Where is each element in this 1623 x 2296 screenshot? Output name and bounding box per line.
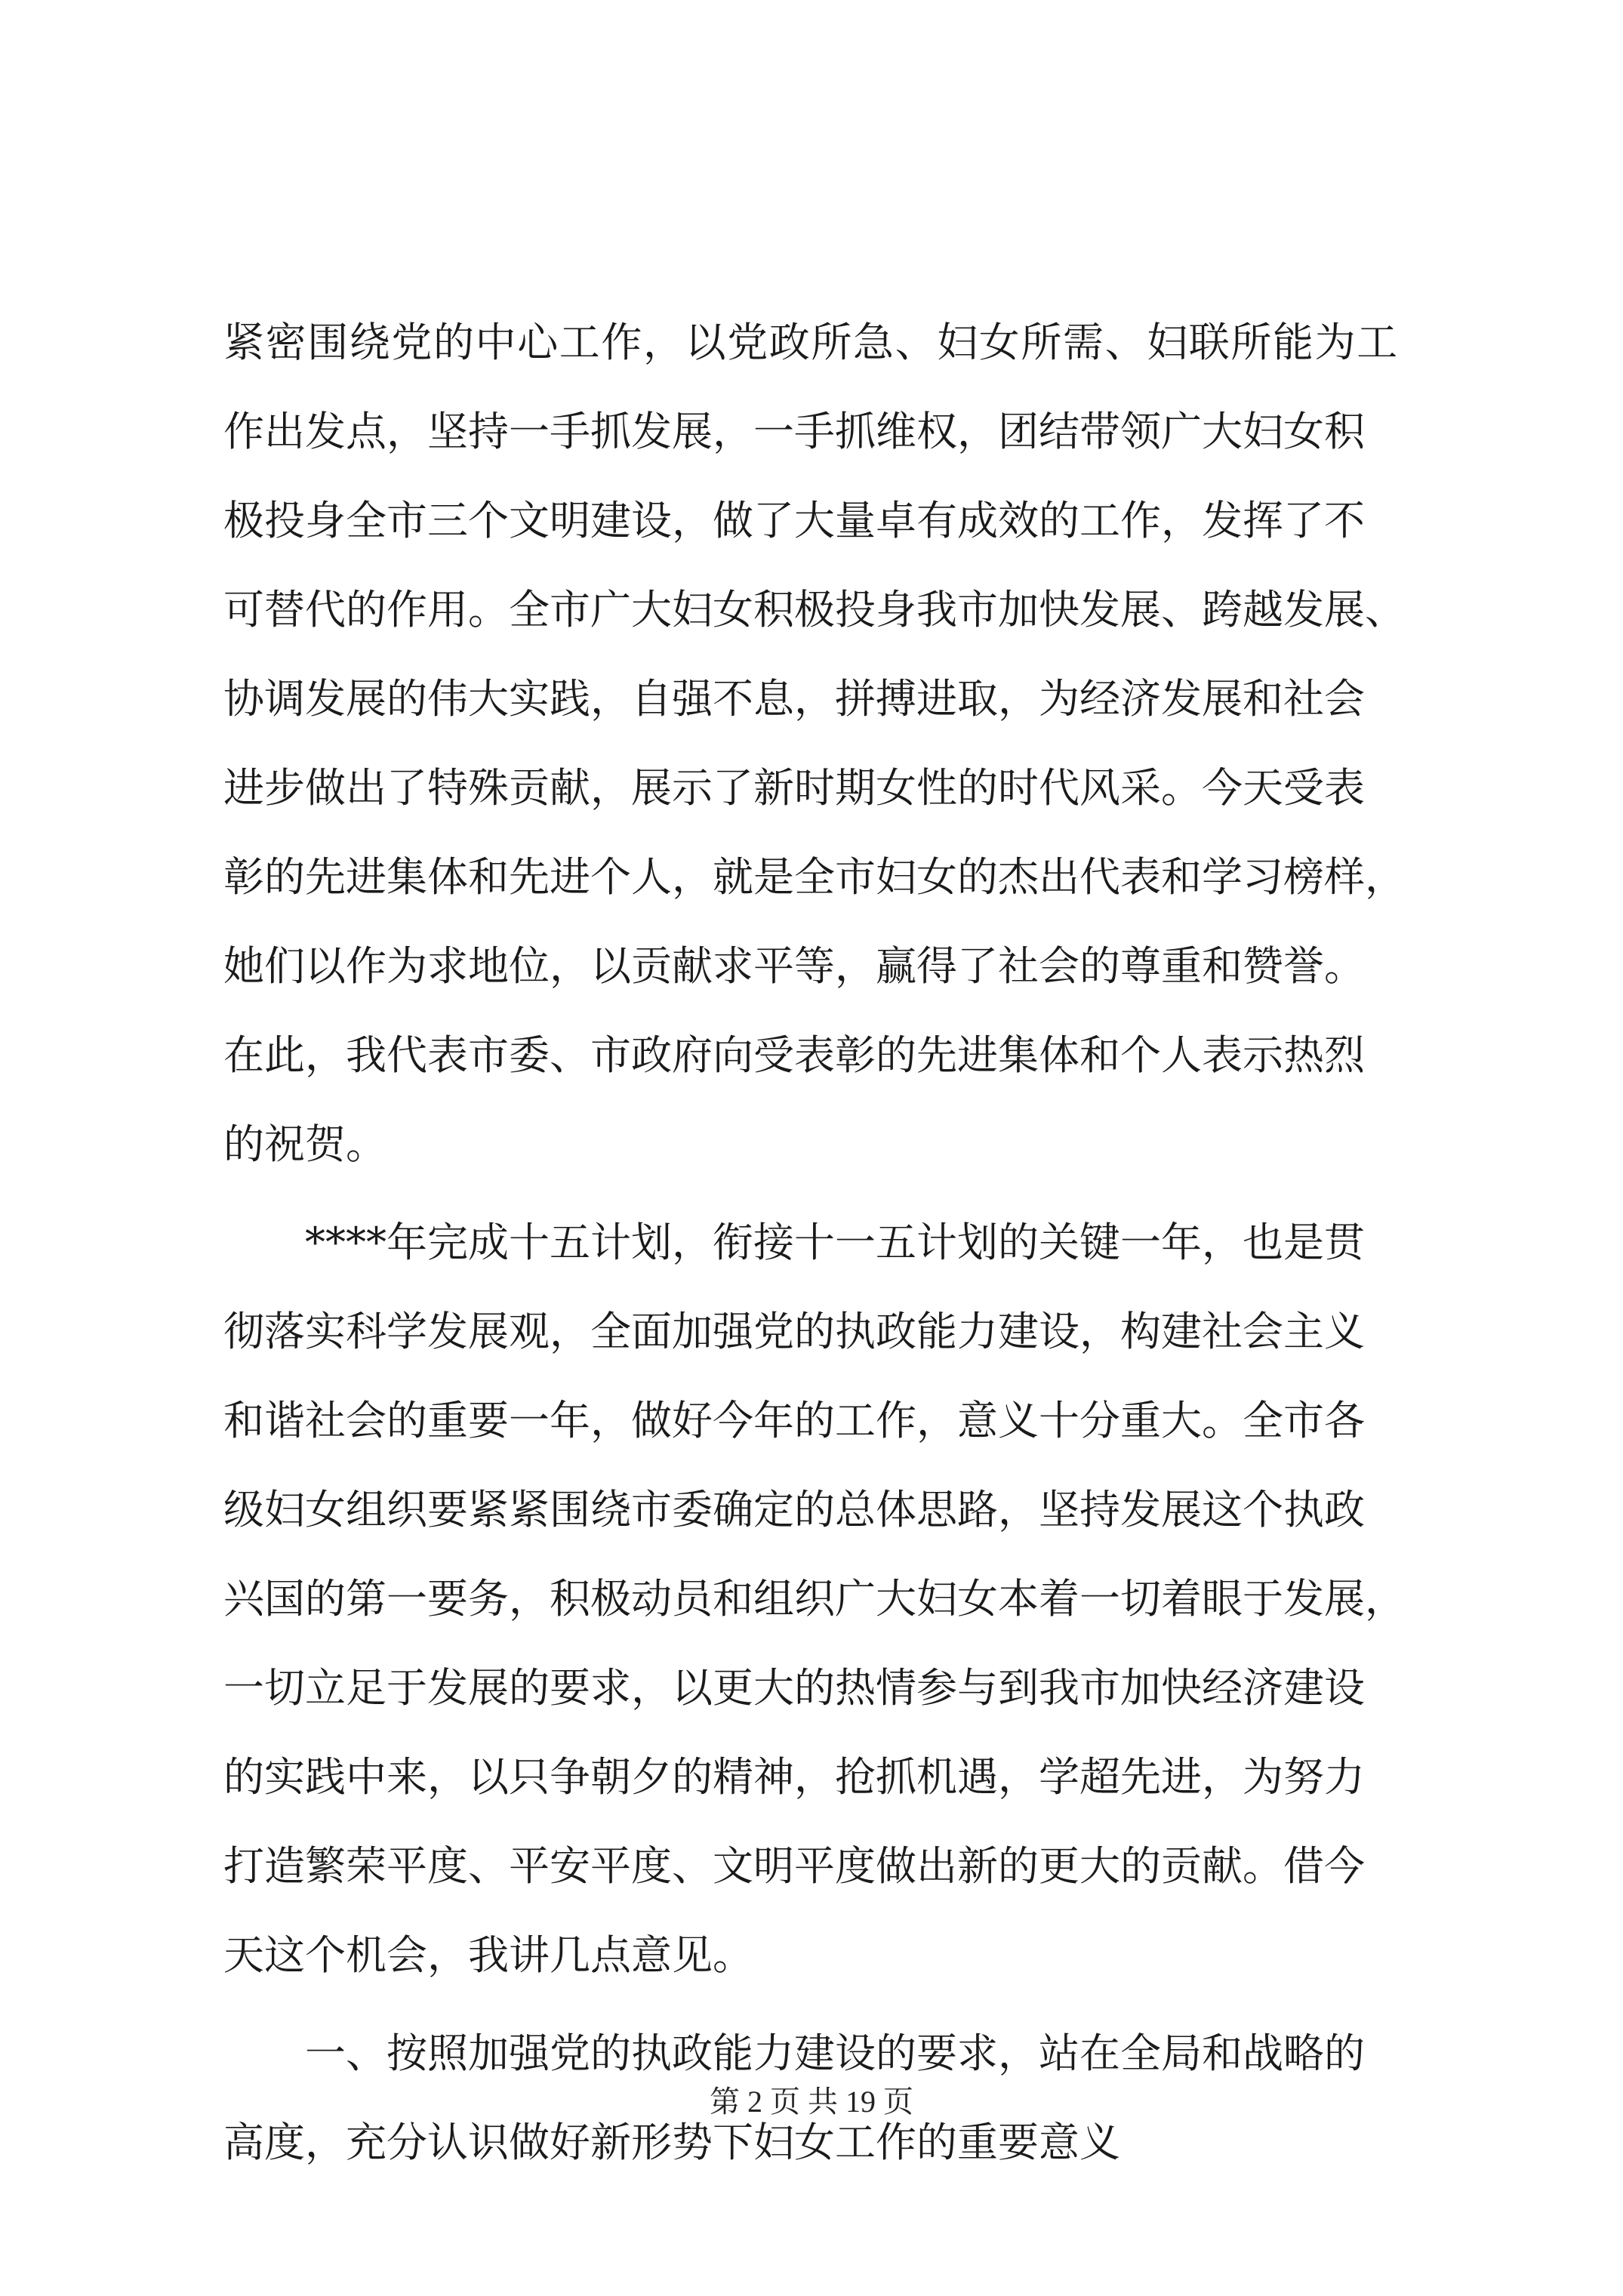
text-line: 可替代的作用。全市广大妇女积极投身我市加快发展、跨越发展、 bbox=[223, 586, 1406, 633]
text-line: 的祝贺。 bbox=[223, 1120, 387, 1168]
text-line: 天这个机会，我讲几点意见。 bbox=[223, 1931, 753, 1979]
text-line: 高度，充分认识做好新形势下妇女工作的重要意义 bbox=[223, 2119, 1120, 2166]
document-body bbox=[223, 298, 1406, 2187]
text-line: 彰的先进集体和先进个人，就是全市妇女的杰出代表和学习榜样， bbox=[223, 853, 1406, 901]
text-line: 在此，我代表市委、市政府向受表彰的先进集体和个人表示热烈 bbox=[223, 1031, 1365, 1079]
text-line: 进步做出了特殊贡献，展示了新时期女性的时代风采。今天受表 bbox=[223, 764, 1365, 812]
text-line: 紧密围绕党的中心工作，以党政所急、妇女所需、妇联所能为工 bbox=[223, 319, 1399, 366]
text-line: 的实践中来，以只争朝夕的精神，抢抓机遇，学超先进，为努力 bbox=[223, 1753, 1365, 1801]
text-line: 和谐社会的重要一年，做好今年的工作，意义十分重大。全市各 bbox=[223, 1397, 1365, 1444]
text-line: ****年完成十五计划，衔接十一五计划的关键一年，也是贯 bbox=[223, 1219, 1365, 1266]
paragraph-1 bbox=[223, 298, 1406, 1189]
text-line: 一、按照加强党的执政能力建设的要求，站在全局和战略的 bbox=[223, 2029, 1365, 2077]
text-line: 级妇女组织要紧紧围绕市委确定的总体思路，坚持发展这个执政 bbox=[223, 1486, 1365, 1533]
text-line: 协调发展的伟大实践，自强不息，拼搏进取，为经济发展和社会 bbox=[223, 675, 1365, 723]
paragraph-2 bbox=[223, 1198, 1406, 2000]
page-number-footer: 第 2 页 共 19 页 bbox=[710, 2085, 913, 2119]
text-line: 她们以作为求地位，以贡献求平等，赢得了社会的尊重和赞誉。 bbox=[223, 942, 1365, 990]
text-line: 打造繁荣平度、平安平度、文明平度做出新的更大的贡献。借今 bbox=[223, 1842, 1365, 1890]
text-line: 兴国的第一要务，积极动员和组织广大妇女本着一切着眼于发展， bbox=[223, 1575, 1406, 1623]
text-line: 一切立足于发展的要求，以更大的热情参与到我市加快经济建设 bbox=[223, 1664, 1365, 1712]
text-line: 彻落实科学发展观，全面加强党的执政能力建设，构建社会主义 bbox=[223, 1308, 1365, 1355]
text-line: 极投身全市三个文明建设，做了大量卓有成效的工作，发挥了不 bbox=[223, 497, 1365, 544]
text-line: 作出发点，坚持一手抓发展，一手抓维权，团结带领广大妇女积 bbox=[223, 408, 1365, 455]
